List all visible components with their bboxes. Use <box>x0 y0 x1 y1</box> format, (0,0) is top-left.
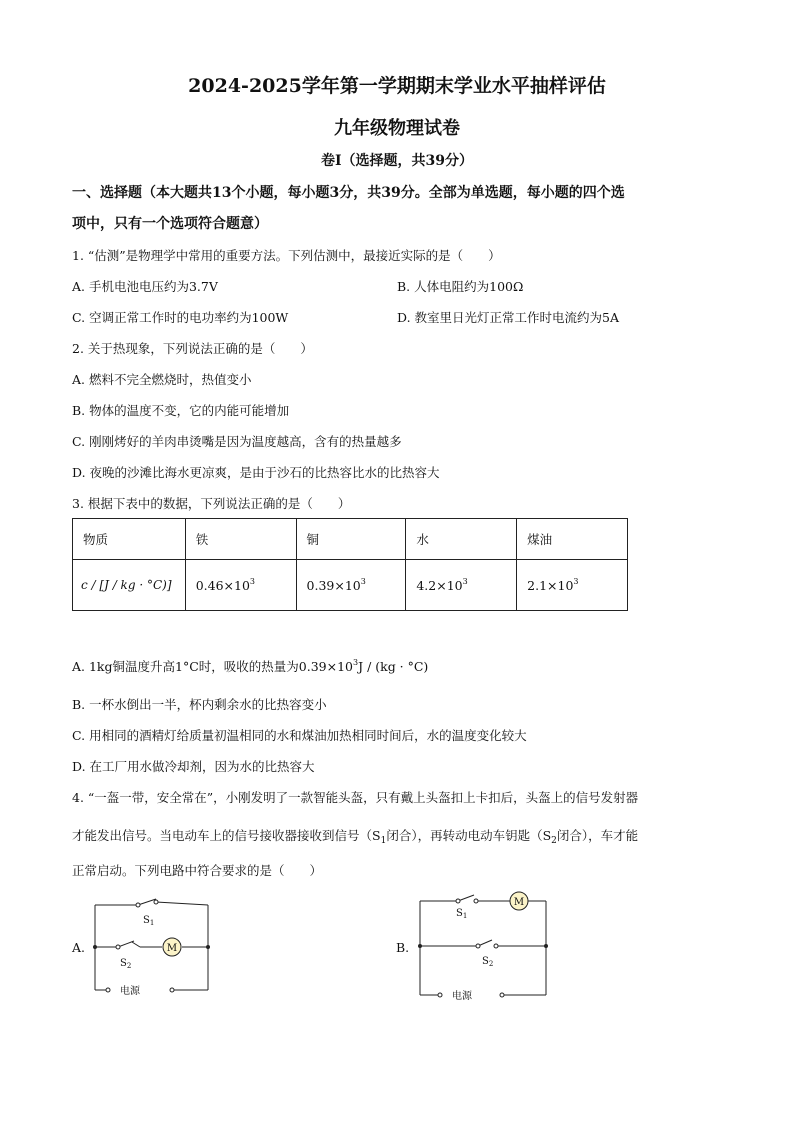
q4-line2-part: 闭合），车才能 <box>556 828 639 843</box>
s2-letter: S <box>482 956 489 967</box>
q2-option-c: C. 刚刚烤好的羊肉串烫嘴是因为温度越高，含有的热量越多 <box>72 434 402 449</box>
q4-line2-part: 才能发出信号。当电动车上的信号接收器接收到信号（S <box>72 828 381 843</box>
q4-line2-sub: 1 <box>380 836 387 846</box>
q1-option-d: D. 教室里日光灯正常工作时电流约为5A <box>397 310 620 325</box>
q2-stem: 2. 关于热现象，下列说法正确的是（ ） <box>72 341 313 356</box>
row-label-text: c / [J / kg · °C)] <box>81 578 172 592</box>
power-label: 电源 <box>452 991 472 1002</box>
q2-option-a: A. 燃料不完全燃烧时，热值变小 <box>72 372 252 387</box>
q3-option-a-exponent: 3 <box>352 658 359 667</box>
q3-option-c: C. 用相同的酒精灯给质量初温相同的水和煤油加热相同时间后，水的温度变化较大 <box>72 728 527 743</box>
table-cell <box>296 560 406 611</box>
exam-subtitle: 九年级物理试卷 <box>334 118 460 139</box>
q3-option-a-unit: J / (kg · °C) <box>358 659 429 674</box>
cell-exponent: 3 <box>573 577 579 586</box>
circuit-diagram-a <box>80 890 220 1000</box>
table-row <box>73 560 628 611</box>
cell-exponent: 3 <box>462 577 468 586</box>
table-cell <box>185 560 296 611</box>
exam-title: 2024-2025学年第一学期期末学业水平抽样评估 <box>188 75 606 97</box>
q4-line2-part: 闭合），再转动电动车钥匙（S <box>386 828 552 843</box>
motor-label: M <box>166 943 178 954</box>
cell-mantissa: 0.39×10 <box>306 578 361 593</box>
s2-sub: 2 <box>126 962 132 970</box>
s2-label <box>482 956 493 968</box>
power-label: 电源 <box>120 986 140 997</box>
s1-sub: 1 <box>149 919 155 927</box>
section-heading-line1: 一、选择题（本大题共13个小题，每小题3分，共39分。全部为单选题，每小题的四个选 <box>72 185 625 201</box>
cell-exponent: 3 <box>360 577 366 586</box>
s1-sub: 1 <box>462 912 468 920</box>
s1-label <box>456 908 467 920</box>
table-cell <box>406 560 517 611</box>
s2-label <box>120 958 131 970</box>
q4-stem-line1: 4. “一盔一带，安全常在”，小刚发明了一款智能头盔，只有戴上头盔扣上卡扣后，头盔上的信号发射器 <box>72 790 639 805</box>
q4-stem-line3: 正常启动。下列电路中符合要求的是（ ） <box>72 863 323 878</box>
q1-option-a: A. 手机电池电压约为3.7V <box>72 279 218 294</box>
table-header-cell: 物质 <box>73 519 186 560</box>
q3-option-d: D. 在工厂用水做冷却剂，因为水的比热容大 <box>72 759 315 774</box>
cell-exponent: 3 <box>249 577 255 586</box>
specific-heat-table <box>72 518 628 611</box>
s1-label <box>143 915 154 927</box>
table-row-label <box>73 560 186 611</box>
section-heading-line2: 项中，只有一个选项符合题意） <box>72 216 268 232</box>
table-header-cell: 水 <box>406 519 517 560</box>
s2-letter: S <box>120 958 127 969</box>
q4-option-b-label: B. <box>396 940 410 955</box>
cell-mantissa: 4.2×10 <box>416 578 463 593</box>
q4-line2-sub: 2 <box>551 836 557 846</box>
part-title: 卷Ⅰ（选择题，共39分） <box>320 153 474 169</box>
table-header-cell: 铁 <box>185 519 296 560</box>
q3-option-b: B. 一杯水倒出一半，杯内剩余水的比热容变小 <box>72 697 327 712</box>
q2-option-b: B. 物体的温度不变，它的内能可能增加 <box>72 403 290 418</box>
s2-sub: 2 <box>488 960 494 968</box>
q2-option-d: D. 夜晚的沙滩比海水更凉爽，是由于沙石的比热容比水的比热容大 <box>72 465 440 480</box>
s1-letter: S <box>456 908 463 919</box>
table-cell <box>517 560 628 611</box>
q4-option-a-label: A. <box>72 940 86 955</box>
table-header-cell: 铜 <box>296 519 406 560</box>
s1-letter: S <box>143 915 150 926</box>
table-header-row <box>73 519 628 560</box>
q1-stem: 1. “估测”是物理学中常用的重要方法。下列估测中，最接近实际的是（ ） <box>72 248 501 263</box>
cell-mantissa: 2.1×10 <box>527 578 574 593</box>
q1-option-b: B. 人体电阻约为100Ω <box>397 279 524 294</box>
q3-stem: 3. 根据下表中的数据，下列说法正确的是（ ） <box>72 496 351 511</box>
q1-option-c: C. 空调正常工作时的电功率约为100W <box>72 310 289 325</box>
cell-mantissa: 0.46×10 <box>195 578 250 593</box>
q4-stem-line2 <box>72 826 638 846</box>
table-header-cell: 煤油 <box>517 519 628 560</box>
motor-label: M <box>513 897 525 908</box>
q3-option-a-text: A. 1kg铜温度升高1°C时，吸收的热量为0.39×10 <box>72 659 353 674</box>
q3-option-a <box>72 657 428 675</box>
circuit-diagram-b <box>410 886 560 1002</box>
